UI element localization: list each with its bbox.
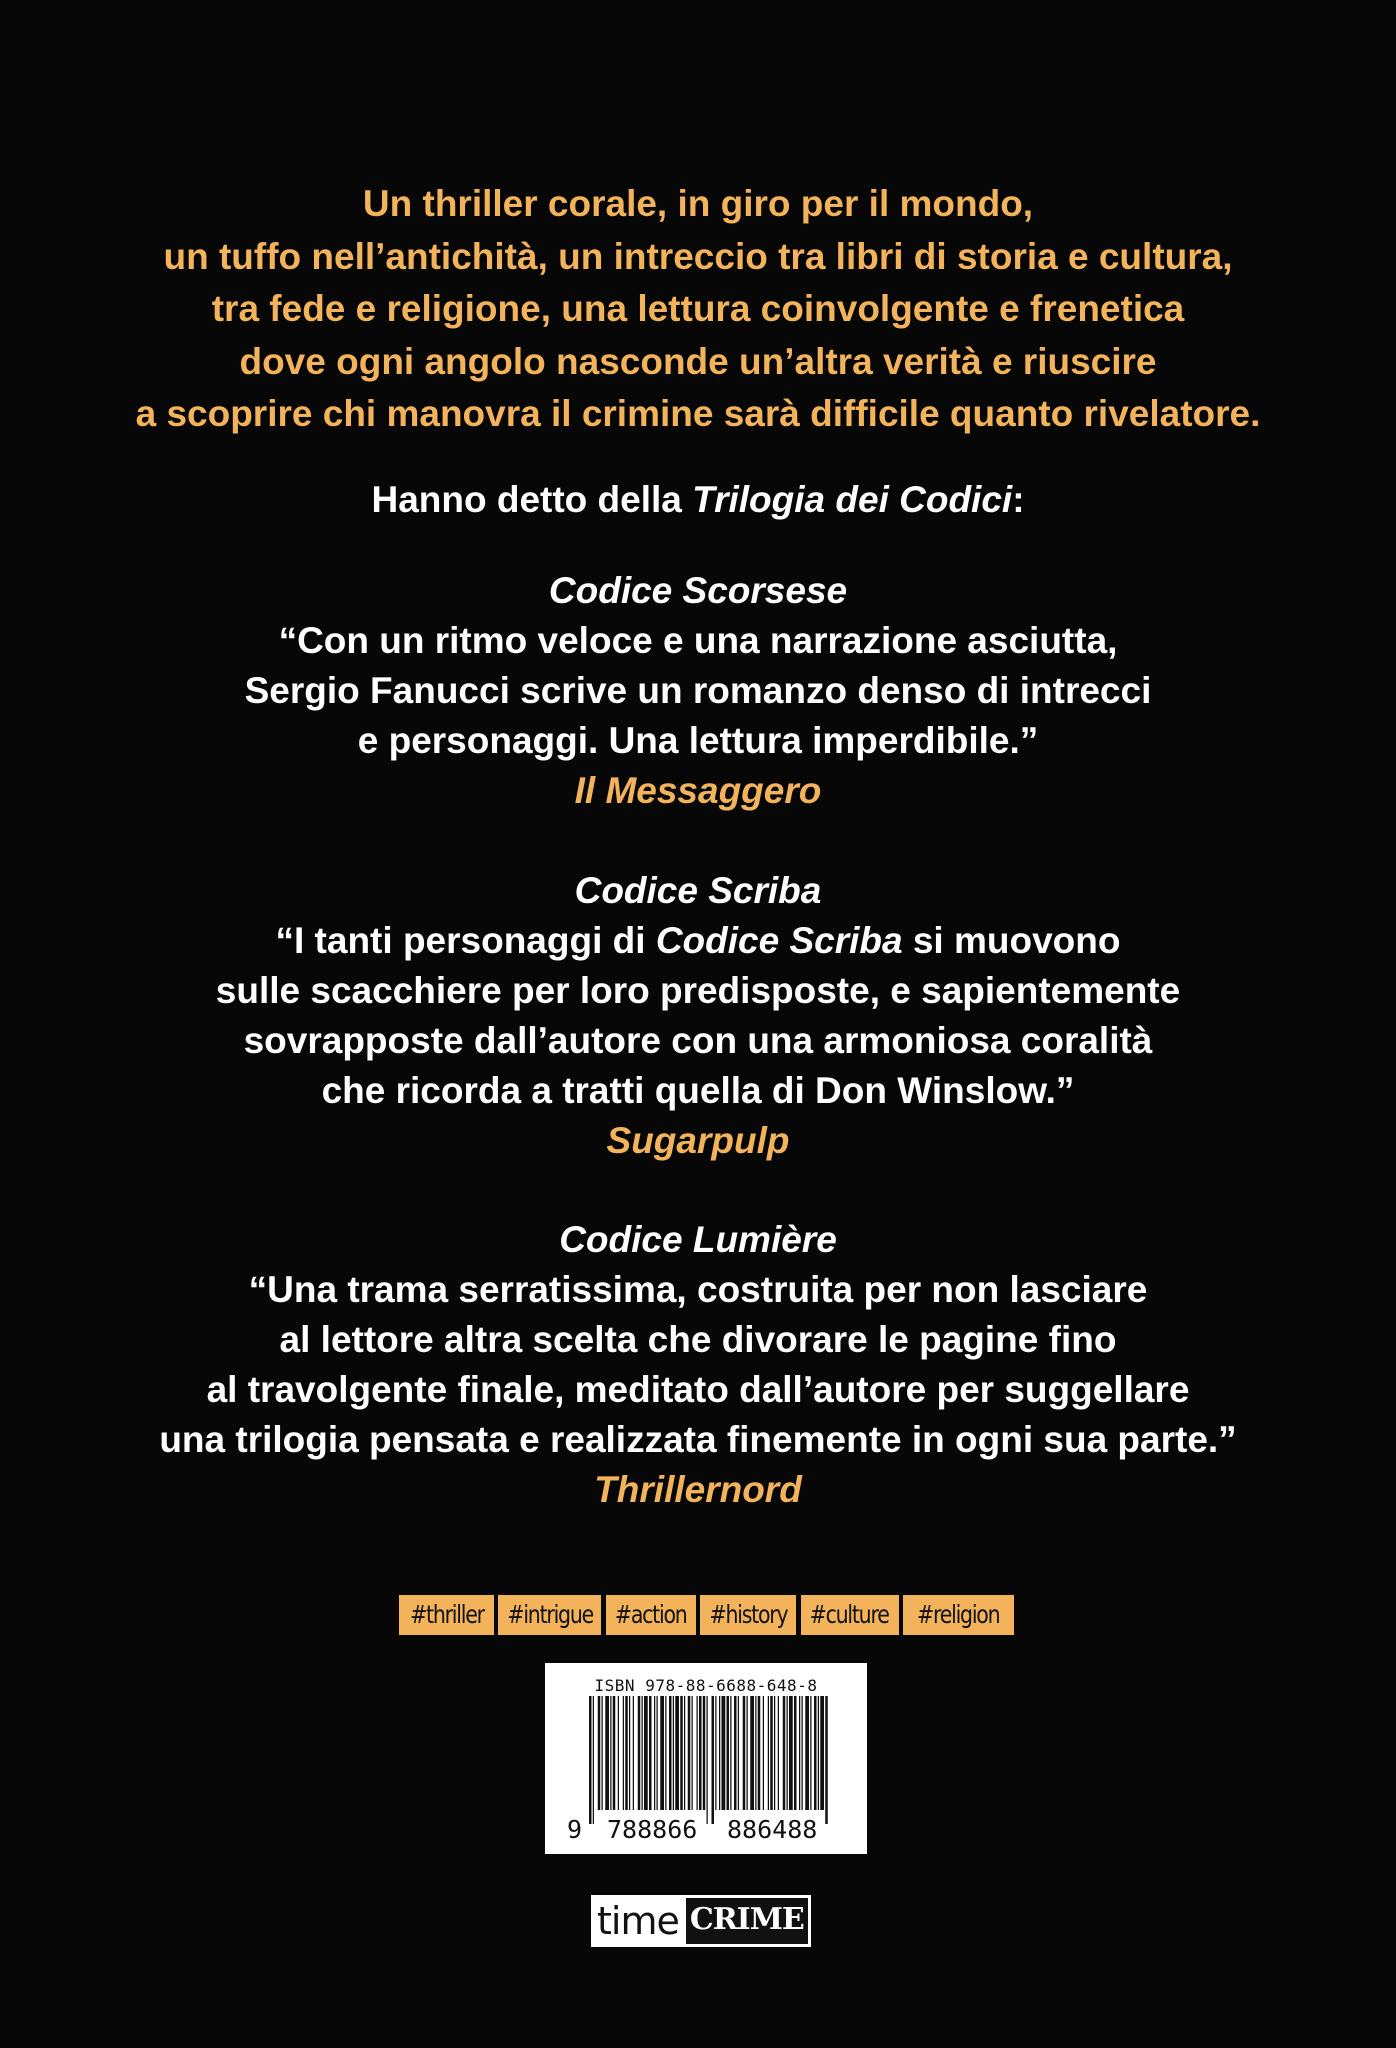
blurb-line: Un thriller corale, in giro per il mondo, <box>362 183 1034 224</box>
barcode-bar <box>684 1696 685 1810</box>
hashtag-badge <box>903 1595 1014 1635</box>
barcode-bar <box>660 1696 664 1810</box>
barcode-bar <box>818 1696 819 1810</box>
barcode-bar <box>657 1696 658 1810</box>
barcode-bar <box>770 1696 773 1810</box>
hashtag-badge <box>498 1595 601 1635</box>
barcode-bar <box>802 1696 803 1810</box>
barcode-bar <box>654 1696 655 1810</box>
barcode-bar <box>707 1696 708 1824</box>
review-quote-line: al lettore altra scelta che divorare le pagine fino <box>279 1319 1117 1360</box>
barcode-bar <box>787 1696 788 1810</box>
barcode-bar <box>642 1696 643 1810</box>
barcode-bar <box>747 1696 748 1810</box>
barcode-bar <box>703 1696 706 1810</box>
intro-prefix: Hanno detto della <box>371 479 693 520</box>
review-quote-line: una trilogia pensata e realizzata finemente in ogni sua parte.” <box>159 1419 1237 1460</box>
quote-suffix: si muovono <box>902 920 1121 961</box>
isbn-text: ISBN 978-88-6688-648-8 <box>594 1676 818 1695</box>
hashtag-label: #intrigue <box>504 1595 596 1635</box>
hashtag-label: #history <box>706 1595 790 1635</box>
barcode-bar <box>783 1696 786 1810</box>
barcode-right-digits: 886488 <box>727 1815 818 1844</box>
barcode-bar <box>743 1696 746 1810</box>
barcode-bar <box>730 1696 731 1810</box>
hashtag-label: #thriller <box>406 1595 486 1635</box>
barcode-bar <box>692 1696 693 1810</box>
hashtag-badge <box>801 1595 899 1635</box>
barcode-bar <box>699 1696 702 1810</box>
barcode-bar <box>820 1696 824 1810</box>
barcode-bar <box>810 1696 811 1810</box>
blurb-line: tra fede e religione, una lettura coinvolgente e frenetica <box>211 288 1185 329</box>
blurb <box>0 178 1396 441</box>
review-quote-line: sovrapposte dall’autore con una armoniosa coralità <box>243 1020 1153 1061</box>
barcode-bar <box>799 1696 800 1810</box>
hashtag-label: #action <box>612 1595 690 1635</box>
barcode-first-digit: 9 <box>567 1815 583 1844</box>
review-codice-lumiere <box>0 1215 1396 1515</box>
barcode-bar <box>675 1696 679 1810</box>
blurb-line: un tuffo nell’antichità, un intreccio tra libri di storia e cultura, <box>163 235 1233 277</box>
barcode-bar <box>605 1696 609 1810</box>
review-book-title: Codice Lumière <box>559 1219 837 1260</box>
barcode-left-digits: 788866 <box>607 1815 698 1844</box>
barcode-bar <box>610 1696 611 1810</box>
barcode-bar <box>629 1696 630 1810</box>
review-source: Sugarpulp <box>606 1120 790 1161</box>
barcode-bar <box>633 1696 634 1810</box>
barcode-bar <box>618 1696 619 1810</box>
barcode-bar <box>738 1696 739 1810</box>
review-quote-line: “Una trama serratissima, costruita per non lasciare <box>248 1269 1148 1310</box>
barcode-bar <box>712 1696 715 1824</box>
quote-prefix: “I tanti personaggi di <box>275 920 656 961</box>
timecrime-logo <box>591 1895 811 1947</box>
review-source: Thrillernord <box>594 1469 802 1510</box>
review-quote-line: Sergio Fanucci scrive un romanzo denso di intrecci <box>244 670 1152 711</box>
review-book-title: Codice Scorsese <box>548 570 848 611</box>
blurb-line: a scoprire chi manovra il crimine sarà difficile quanto rivelatore. <box>135 393 1261 434</box>
logo-time-text: time <box>591 1895 683 1947</box>
barcode-bar <box>719 1696 720 1810</box>
barcode-bar <box>688 1696 691 1810</box>
barcode-bar <box>715 1696 716 1810</box>
barcode-bar <box>778 1696 779 1810</box>
barcode-bar <box>814 1696 817 1810</box>
barcode-bar <box>763 1696 764 1810</box>
barcode-bars <box>589 1696 829 1824</box>
barcode-bar <box>598 1696 601 1810</box>
review-quote-line: che ricorda a tratti quella di Don Winslow.” <box>321 1070 1075 1111</box>
barcode-bar <box>602 1696 603 1810</box>
barcode-bar <box>794 1696 797 1810</box>
barcode-bar <box>669 1696 672 1810</box>
barcode-bar <box>825 1696 828 1824</box>
barcode-bar <box>623 1696 624 1810</box>
barcode-bar <box>727 1696 730 1810</box>
barcode-bar <box>805 1696 809 1810</box>
review-quote-line: e personaggi. Una lettura imperdibile.” <box>357 720 1039 761</box>
barcode-bar <box>680 1696 683 1810</box>
barcode-bar <box>755 1696 756 1810</box>
hashtag-badge <box>399 1595 494 1635</box>
barcode-bar <box>734 1696 737 1810</box>
barcode-bar <box>638 1696 641 1810</box>
review-quote-line: sulle scacchiere per loro predisposte, e sapientemente <box>215 970 1181 1011</box>
review-quote-line: al travolgente finale, meditato dall’autore per suggellare <box>206 1369 1190 1410</box>
barcode-bar <box>649 1696 652 1810</box>
barcode-bar <box>613 1696 616 1810</box>
hashtag-label: #religion <box>914 1595 1003 1635</box>
hashtag-badge <box>606 1595 696 1635</box>
review-book-title: Codice Scriba <box>574 870 822 911</box>
hashtag-row <box>399 1595 1014 1635</box>
reviews-intro <box>0 474 1396 526</box>
trilogy-title: Trilogia dei Codici <box>692 479 1013 520</box>
hashtag-label: #culture <box>807 1595 892 1635</box>
review-quote-line <box>0 916 1396 966</box>
barcode-bar <box>750 1696 754 1810</box>
barcode-bar <box>758 1696 761 1810</box>
barcode-bar <box>589 1696 592 1824</box>
barcode-bar <box>722 1696 726 1810</box>
barcode-bar <box>625 1696 628 1810</box>
review-codice-scriba <box>0 866 1396 1166</box>
blurb-line: dove ogni angolo nasconde un’altra verità e riuscire <box>239 340 1157 382</box>
barcode-bar <box>665 1696 666 1810</box>
barcode-bar <box>673 1696 674 1810</box>
review-quote-line: “Con un ritmo veloce e una narrazione asciutta, <box>278 620 1118 661</box>
review-source: Il Messaggero <box>574 770 822 811</box>
barcode-digits <box>565 1815 845 1845</box>
quote-book-title: Codice Scriba <box>655 920 903 961</box>
isbn-barcode <box>545 1663 867 1854</box>
review-codice-scorsese <box>0 566 1396 816</box>
barcode-bar <box>789 1696 793 1810</box>
barcode-bar <box>593 1696 594 1824</box>
intro-suffix: : <box>1012 479 1025 520</box>
logo-crime-text: CRIME <box>683 1895 811 1947</box>
barcode-bar <box>768 1696 769 1810</box>
barcode-bar <box>774 1696 775 1810</box>
hashtag-badge <box>700 1595 796 1635</box>
barcode-bar <box>644 1696 648 1810</box>
barcode-bar <box>697 1696 698 1810</box>
